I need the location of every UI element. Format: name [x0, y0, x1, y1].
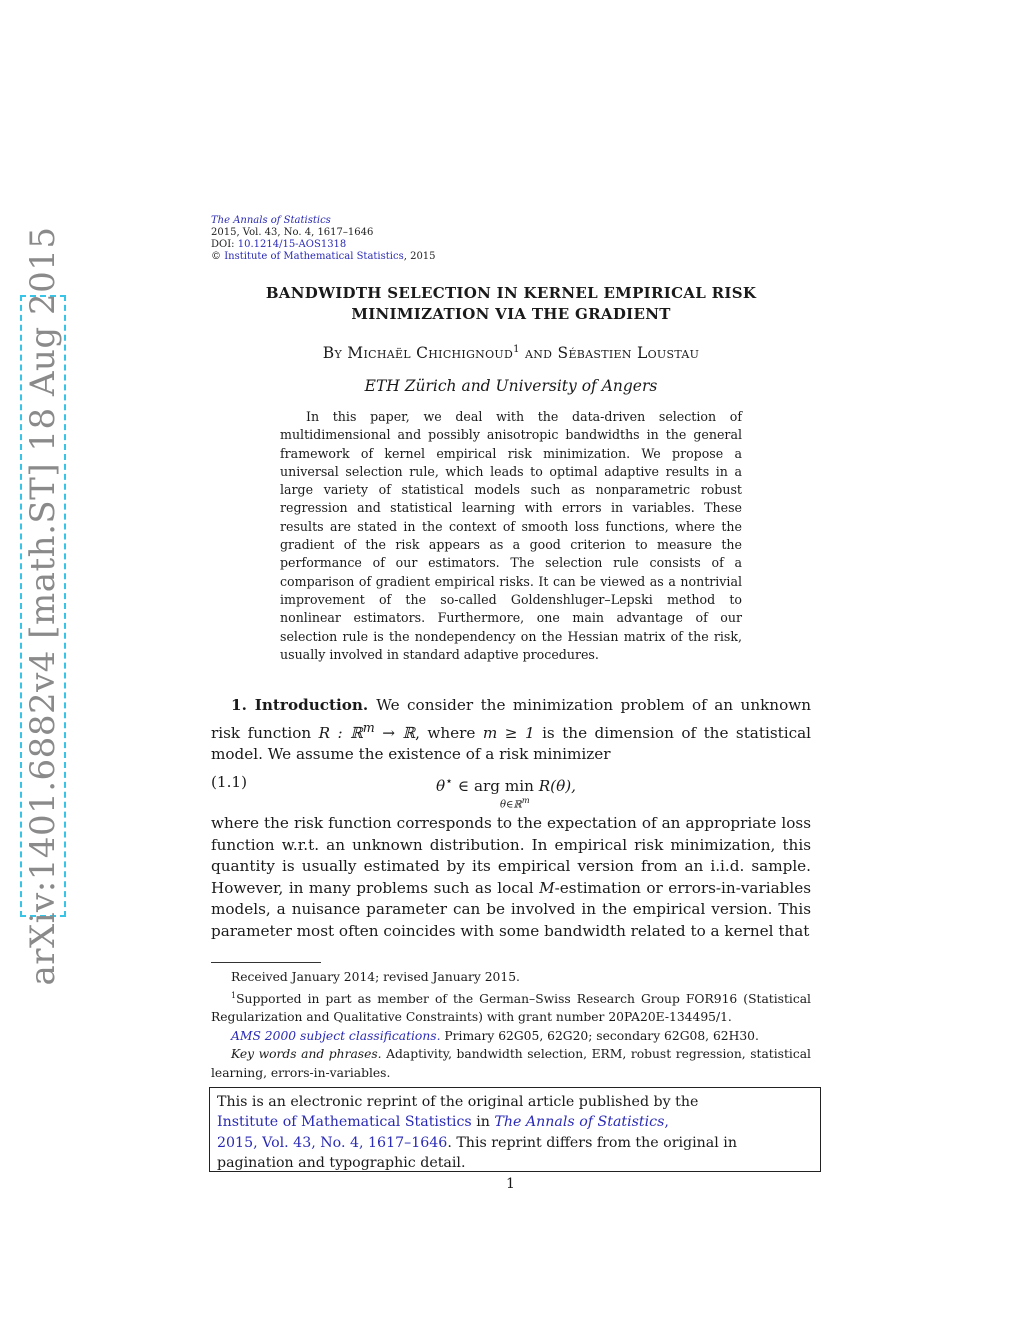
- keywords: [211, 1045, 811, 1082]
- eq-subscript-text: θ∈ℝ: [500, 799, 522, 811]
- journal-volume: 2015, Vol. 43, No. 4, 1617–1646: [211, 227, 374, 238]
- m-estimation-math: M: [539, 878, 555, 897]
- reprint-rest: . This reprint differs from the original in: [447, 1134, 737, 1151]
- affiliation: ETH Zürich and University of Angers: [364, 377, 658, 395]
- reprint-in: in: [471, 1114, 495, 1131]
- eq-star: ⋆: [445, 773, 454, 788]
- doi-link[interactable]: 10.1214/15-AOS1318: [237, 239, 347, 250]
- doi-label: DOI:: [211, 239, 235, 250]
- equation-label: (1.1): [211, 773, 248, 791]
- footnote-1-text: Supported in part as member of the German–Swiss Research Group FOR916 (Statistical Regularization and Qualitative Constraints) with grant number 20PA20E-134495/1.: [211, 991, 811, 1025]
- introduction-continuation: [211, 813, 811, 942]
- author-2: Sébastien Loustau: [557, 344, 700, 363]
- author-1: Michaël Chichignoud: [347, 344, 514, 363]
- section-heading: 1. Introduction.: [231, 696, 369, 714]
- eq-rhs: R(θ),: [538, 777, 576, 796]
- journal-header: [211, 215, 436, 263]
- reprint-citation-link[interactable]: 2015, Vol. 43, No. 4, 1617–1646: [217, 1134, 448, 1151]
- footnote-1-mark: 1: [231, 990, 237, 1000]
- risk-map-sup: m: [362, 719, 375, 735]
- footnote-1: [211, 987, 811, 1027]
- intro-text-3: is the dimension of the statistical model. We assume the existence of a risk minimizer: [211, 723, 811, 764]
- ams-codes: Primary 62G05, 62G20; secondary 62G08, 62H30.: [440, 1028, 759, 1043]
- keywords-text: Adaptivity, bandwidth selection, ERM, robust regression, statistical learning, errors-in-variables.: [211, 1047, 811, 1081]
- by-label: By: [322, 344, 343, 363]
- reprint-comma: ,: [664, 1114, 669, 1131]
- received-note: Received January 2014; revised January 2015.: [231, 970, 520, 984]
- title-line-1: BANDWIDTH SELECTION IN KERNEL EMPIRICAL RISK: [265, 284, 757, 302]
- m-condition-math: m ≥ 1: [482, 723, 535, 742]
- arxiv-stamp-text: arXiv:1401.6882v4 [math.ST] 18 Aug 2015: [23, 226, 63, 986]
- ams-link[interactable]: AMS 2000 subject classifications.: [231, 1028, 441, 1043]
- ams-classification: [211, 1027, 811, 1046]
- keywords-label: Key words and phrases.: [231, 1047, 382, 1062]
- eq-lhs: θ: [436, 777, 446, 796]
- reprint-notice-box: [209, 1087, 821, 1172]
- page-number: 1: [506, 1176, 515, 1192]
- footnote-rule: [211, 962, 321, 963]
- intro-text-2: , where: [415, 723, 476, 742]
- footnotes: [211, 968, 811, 1083]
- risk-map-text: R : ℝ: [318, 723, 363, 742]
- author-line: [211, 344, 811, 362]
- paper-title: [211, 283, 811, 325]
- reprint-institute-link[interactable]: Institute of Mathematical Statistics: [217, 1114, 472, 1131]
- reprint-journal-link[interactable]: The Annals of Statistics: [494, 1114, 665, 1131]
- abstract: In this paper, we deal with the data-driven selection of multidimensional and possibly anisotropic bandwidths in the general framework of kernel empirical risk minimization. We propose a universal selection rule, which leads to optimal adaptive results in a large variety of statistical models such as nonparametric robust regression and statistical learning with errors in variables. These results are stated in the context of smooth loss functions, where the gradient of the risk appears as a good criterion to measure the performance of our estimators. The selection rule consists of a comparison of gradient empirical risks. It can be viewed as a nontrivial improvement of the so-called Goldenshluger–Lepski method to nonlinear estimators. Furthermore, one main advantage of our selection rule is the nondependency on the Hessian matrix of the risk, usually involved in standard adaptive procedures.: [280, 409, 742, 662]
- intro-text-4: where the risk function corresponds to the expectation of an appropriate loss function w.r.t. an unknown distribution. In empirical risk minimization, this quantity is usually estimated by its empirical version from an i.i.d. sample. However, in many problems such as local: [211, 814, 811, 897]
- eq-subscript-sup: m: [521, 795, 530, 805]
- risk-map-text-2: → ℝ: [374, 723, 416, 742]
- introduction-paragraph: [211, 695, 811, 766]
- and-label: and: [525, 344, 553, 363]
- institute-link[interactable]: Institute of Mathematical Statistics: [224, 251, 404, 262]
- equation-1-1: [436, 773, 576, 811]
- reprint-line-4: pagination and typographic detail.: [217, 1154, 466, 1171]
- eq-subscript: [500, 795, 530, 810]
- risk-map-math: [318, 719, 416, 742]
- intro-text-5: -estimation or errors-in-variables models, a nuisance parameter can be involved in the empirical version. This parameter most often coincides with some bandwidth related to a kernel that: [211, 878, 811, 940]
- eq-op: ∈ arg: [453, 777, 505, 796]
- reprint-line-1: This is an electronic reprint of the original article published by the: [217, 1094, 699, 1110]
- eq-min: min: [504, 777, 534, 796]
- intro-text-1: We consider the minimization problem of an unknown risk function: [211, 696, 812, 742]
- journal-link[interactable]: The Annals of Statistics: [211, 215, 331, 226]
- author-1-footnote-mark: 1: [513, 344, 520, 355]
- copyright-icon: ©: [211, 251, 221, 262]
- arxiv-stamp: [20, 226, 66, 986]
- title-line-2: MINIMIZATION VIA THE GRADIENT: [351, 305, 671, 323]
- copyright-year: , 2015: [403, 251, 436, 262]
